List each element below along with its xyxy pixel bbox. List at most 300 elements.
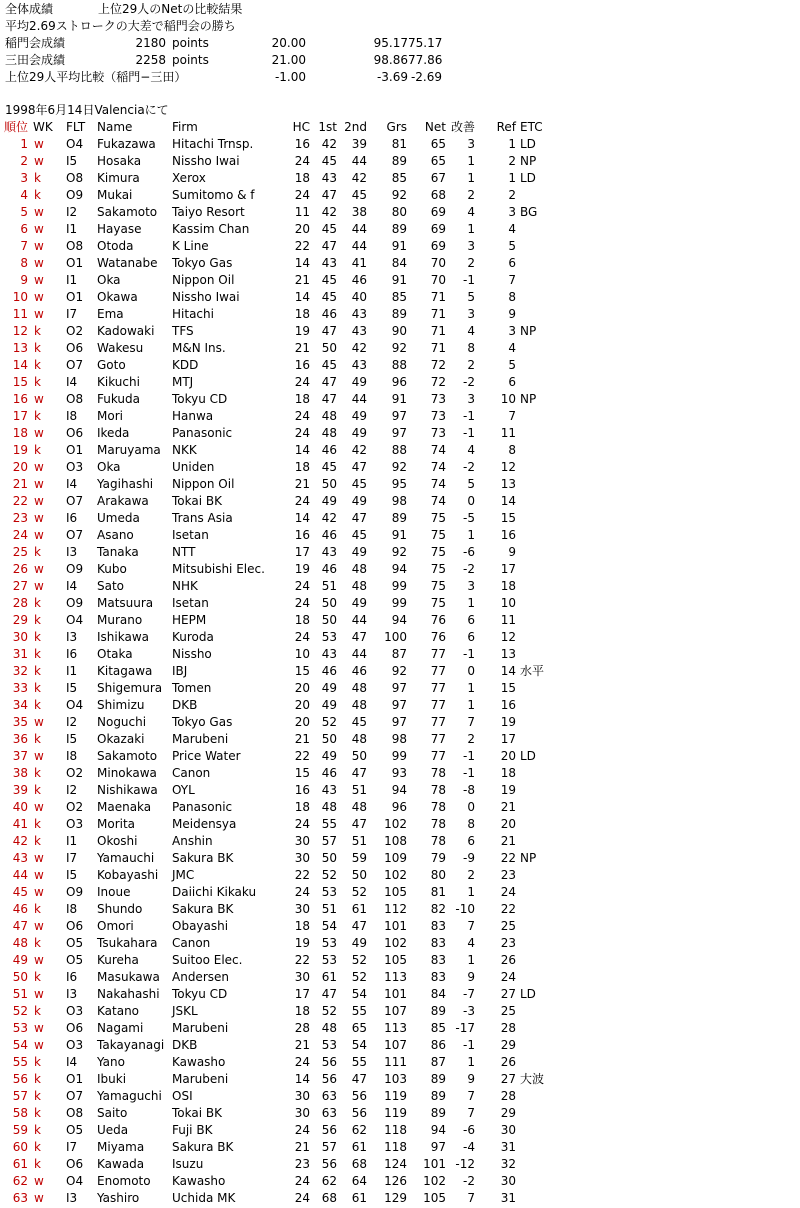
cell-rank: 13 — [12, 341, 28, 355]
cell-first: 48 — [321, 1021, 337, 1035]
cell-first: 63 — [321, 1089, 337, 1103]
cell-first: 50 — [321, 341, 337, 355]
table-row — [0, 323, 560, 340]
cell-kaizen: 3 — [467, 579, 475, 593]
cell-grs: 89 — [391, 154, 407, 168]
cell-flt: O8 — [66, 1106, 84, 1120]
cell-grs: 92 — [391, 188, 407, 202]
cell-kaizen: 1 — [467, 953, 475, 967]
cell-first: 50 — [321, 613, 337, 627]
cell-net: 102 — [423, 1174, 446, 1188]
cell-first: 63 — [321, 1106, 337, 1120]
cell-second: 54 — [351, 1038, 367, 1052]
cell-net: 73 — [430, 409, 446, 423]
cell-second: 47 — [351, 817, 367, 831]
cell-name: Arakawa — [97, 494, 149, 508]
cell-ref: 26 — [500, 1055, 516, 1069]
cell-wk: k — [34, 1140, 41, 1154]
table-row — [0, 833, 560, 850]
cell-hc: 14 — [294, 1072, 310, 1086]
cell-rank: 24 — [12, 528, 28, 542]
cell-grs: 91 — [391, 392, 407, 406]
cell-rank: 40 — [12, 800, 28, 814]
cell-grs: 89 — [391, 511, 407, 525]
cell-flt: O9 — [66, 596, 84, 610]
cell-kaizen: -6 — [463, 545, 475, 559]
table-row — [0, 289, 560, 306]
cell-first: 46 — [321, 664, 337, 678]
cell-kaizen: -10 — [455, 902, 475, 916]
cell-firm: NKK — [172, 443, 197, 457]
cell-hc: 30 — [294, 1106, 310, 1120]
table-row — [0, 1156, 560, 1173]
cell-firm: Anshin — [172, 834, 213, 848]
cell-rank: 50 — [12, 970, 28, 984]
cell-net: 75 — [430, 545, 446, 559]
cell-second: 44 — [351, 222, 367, 236]
cell-name: Kadowaki — [97, 324, 155, 338]
cell-name: Yano — [97, 1055, 125, 1069]
cell-net: 94 — [430, 1123, 446, 1137]
cell-kaizen: -4 — [463, 1140, 475, 1154]
table-row — [0, 646, 560, 663]
cell-first: 46 — [321, 528, 337, 542]
cell-flt: O9 — [66, 562, 84, 576]
table-row — [0, 595, 560, 612]
cell-rank: 14 — [12, 358, 28, 372]
cell-flt: O1 — [66, 256, 84, 270]
cell-second: 49 — [351, 375, 367, 389]
cell-second: 51 — [351, 834, 367, 848]
cell-rank: 54 — [12, 1038, 28, 1052]
cell-first: 56 — [321, 1157, 337, 1171]
cell-first: 55 — [321, 817, 337, 831]
cell-ref: 11 — [500, 426, 516, 440]
cell-grs: 98 — [391, 494, 407, 508]
cell-net: 97 — [430, 1140, 446, 1154]
cell-kaizen: 1 — [467, 698, 475, 712]
cell-first: 56 — [321, 1055, 337, 1069]
cell-first: 45 — [321, 222, 337, 236]
table-row — [0, 1088, 560, 1105]
cell-ref: 21 — [500, 800, 516, 814]
cell-flt: O1 — [66, 290, 84, 304]
header-kaizen: 改善 — [451, 120, 476, 134]
cell-name: Yashiro — [97, 1191, 140, 1205]
cell-etc: NP — [520, 392, 537, 406]
cell-first: 46 — [321, 562, 337, 576]
cell-net: 74 — [430, 460, 446, 474]
cell-net: 72 — [430, 375, 446, 389]
cell-net: 71 — [430, 290, 446, 304]
cell-firm: Nippon Oil — [172, 273, 235, 287]
cell-net: 78 — [430, 766, 446, 780]
cell-rank: 10 — [12, 290, 28, 304]
cell-first: 50 — [321, 851, 337, 865]
cell-ref: 12 — [500, 630, 516, 644]
cell-ref: 5 — [508, 358, 516, 372]
cell-name: Kobayashi — [97, 868, 159, 882]
cell-hc: 17 — [294, 545, 310, 559]
cell-ref: 31 — [500, 1140, 516, 1154]
cell-name: Murano — [97, 613, 143, 627]
cell-grs: 118 — [384, 1123, 407, 1137]
cell-wk: k — [34, 1089, 41, 1103]
cell-wk: k — [34, 1072, 41, 1086]
cell-hc: 16 — [294, 358, 310, 372]
cell-firm: Tokyo Gas — [172, 715, 233, 729]
cell-etc: NP — [520, 324, 537, 338]
cell-wk: w — [34, 205, 44, 219]
cell-second: 47 — [351, 630, 367, 644]
cell-rank: 53 — [12, 1021, 28, 1035]
cell-firm: Obayashi — [172, 919, 229, 933]
cell-rank: 43 — [12, 851, 28, 865]
cell-name: Shigemura — [97, 681, 163, 695]
cell-second: 46 — [351, 664, 367, 678]
table-row — [0, 1071, 560, 1088]
cell-grs: 84 — [391, 256, 407, 270]
cell-hc: 28 — [294, 1021, 310, 1035]
table-row — [0, 136, 560, 153]
cell-hc: 24 — [294, 596, 310, 610]
cell-second: 61 — [351, 902, 367, 916]
cell-hc: 11 — [294, 205, 310, 219]
cell-firm: Canon — [172, 936, 211, 950]
cell-second: 49 — [351, 545, 367, 559]
table-row — [0, 527, 560, 544]
cell-grs: 96 — [391, 375, 407, 389]
cell-grs: 109 — [384, 851, 407, 865]
cell-kaizen: 0 — [467, 800, 475, 814]
cell-ref: 23 — [500, 868, 516, 882]
cell-name: Ibuki — [97, 1072, 127, 1086]
cell-name: Hayase — [97, 222, 142, 236]
cell-grs: 91 — [391, 239, 407, 253]
cell-hc: 30 — [294, 851, 310, 865]
cell-hc: 20 — [294, 222, 310, 236]
cell-hc: 21 — [294, 732, 310, 746]
cell-first: 57 — [321, 834, 337, 848]
cell-flt: I1 — [66, 664, 78, 678]
cell-first: 48 — [321, 800, 337, 814]
cell-first: 43 — [321, 783, 337, 797]
cell-net: 78 — [430, 817, 446, 831]
cell-first: 49 — [321, 494, 337, 508]
table-row — [0, 1003, 560, 1020]
cell-second: 49 — [351, 494, 367, 508]
cell-wk: w — [34, 239, 44, 253]
cell-hc: 18 — [294, 171, 310, 185]
cell-hc: 19 — [294, 324, 310, 338]
cell-first: 62 — [321, 1174, 337, 1188]
table-row — [0, 238, 560, 255]
header-grs: Grs — [386, 120, 407, 134]
cell-flt: O2 — [66, 800, 84, 814]
cell-name: Umeda — [97, 511, 140, 525]
cell-ref: 24 — [500, 885, 516, 899]
cell-wk: k — [34, 188, 41, 202]
cell-rank: 44 — [12, 868, 28, 882]
event-line: 1998年6月14日Valenciaにて — [5, 103, 169, 117]
cell-wk: k — [34, 1157, 41, 1171]
cell-ref: 15 — [500, 681, 516, 695]
cell-kaizen: 7 — [467, 1089, 475, 1103]
cell-hc: 16 — [294, 528, 310, 542]
cell-firm: Isetan — [172, 528, 209, 542]
cell-net: 77 — [430, 681, 446, 695]
cell-wk: w — [34, 307, 44, 321]
cell-ref: 28 — [500, 1089, 516, 1103]
cell-kaizen: 2 — [467, 732, 475, 746]
cell-firm: Suitoo Elec. — [172, 953, 243, 967]
table-row — [0, 357, 560, 374]
cell-firm: Sakura BK — [172, 851, 234, 865]
cell-hc: 16 — [294, 137, 310, 151]
cell-grs: 97 — [391, 409, 407, 423]
cell-name: Oka — [97, 273, 121, 287]
cell-rank: 61 — [12, 1157, 28, 1171]
cell-ref: 22 — [500, 902, 516, 916]
cell-second: 52 — [351, 953, 367, 967]
cell-firm: Uniden — [172, 460, 215, 474]
cell-first: 46 — [321, 443, 337, 457]
cell-firm: Mitsubishi Elec. — [172, 562, 265, 576]
cell-name: Shimizu — [97, 698, 145, 712]
cell-wk: w — [34, 1174, 44, 1188]
cell-flt: O5 — [66, 936, 84, 950]
cell-first: 48 — [321, 426, 337, 440]
cell-grs: 96 — [391, 800, 407, 814]
cell-wk: w — [34, 256, 44, 270]
cell-rank: 42 — [12, 834, 28, 848]
cell-rank: 4 — [20, 188, 28, 202]
cell-name: Goto — [97, 358, 126, 372]
cell-kaizen: -12 — [455, 1157, 475, 1171]
cell-grs: 97 — [391, 426, 407, 440]
cell-grs: 101 — [384, 987, 407, 1001]
cell-name: Oka — [97, 460, 121, 474]
cell-second: 42 — [351, 443, 367, 457]
cell-name: Matsuura — [97, 596, 154, 610]
cell-etc: NP — [520, 851, 537, 865]
cell-net: 77 — [430, 749, 446, 763]
cell-grs: 100 — [384, 630, 407, 644]
cell-kaizen: -8 — [463, 783, 475, 797]
table-row — [0, 408, 560, 425]
cell-first: 51 — [321, 579, 337, 593]
cell-name: Sakamoto — [97, 749, 158, 763]
cell-flt: O3 — [66, 1004, 84, 1018]
cell-kaizen: 7 — [467, 919, 475, 933]
cell-ref: 8 — [508, 290, 516, 304]
cell-flt: I3 — [66, 987, 78, 1001]
cell-firm: NHK — [172, 579, 198, 593]
cell-hc: 24 — [294, 630, 310, 644]
cell-kaizen: 2 — [467, 188, 475, 202]
cell-flt: O5 — [66, 953, 84, 967]
cell-kaizen: 1 — [467, 171, 475, 185]
cell-net: 77 — [430, 715, 446, 729]
cell-kaizen: -1 — [463, 766, 475, 780]
cell-flt: I4 — [66, 477, 78, 491]
cell-second: 48 — [351, 732, 367, 746]
cell-grs: 119 — [384, 1106, 407, 1120]
cell-first: 47 — [321, 324, 337, 338]
table-row — [0, 799, 560, 816]
cell-grs: 105 — [384, 953, 407, 967]
table-row — [0, 1122, 560, 1139]
cell-second: 48 — [351, 579, 367, 593]
cell-firm: Meidensya — [172, 817, 237, 831]
cell-hc: 20 — [294, 698, 310, 712]
cell-grs: 99 — [391, 596, 407, 610]
cell-firm: Nissho — [172, 647, 212, 661]
cell-second: 64 — [351, 1174, 367, 1188]
cell-first: 48 — [321, 409, 337, 423]
cell-name: Kikuchi — [97, 375, 140, 389]
cell-wk: k — [34, 545, 41, 559]
cell-flt: I8 — [66, 749, 78, 763]
cell-wk: k — [34, 732, 41, 746]
cell-kaizen: 7 — [467, 1106, 475, 1120]
cell-grs: 107 — [384, 1004, 407, 1018]
cell-flt: O2 — [66, 766, 84, 780]
cell-second: 68 — [351, 1157, 367, 1171]
cell-firm: OYL — [172, 783, 195, 797]
cell-rank: 52 — [12, 1004, 28, 1018]
cell-ref: 14 — [500, 664, 516, 678]
table-row — [0, 748, 560, 765]
cell-flt: I5 — [66, 732, 78, 746]
cell-first: 57 — [321, 1140, 337, 1154]
cell-hc: 30 — [294, 902, 310, 916]
cell-wk: w — [34, 273, 44, 287]
cell-second: 47 — [351, 511, 367, 525]
cell-grs: 103 — [384, 1072, 407, 1086]
cell-first: 43 — [321, 256, 337, 270]
cell-net: 83 — [430, 970, 446, 984]
cell-wk: w — [34, 494, 44, 508]
table-row — [0, 765, 560, 782]
cell-kaizen: 3 — [467, 137, 475, 151]
cell-name: Otoda — [97, 239, 134, 253]
cell-net: 74 — [430, 494, 446, 508]
cell-firm: Marubeni — [172, 732, 229, 746]
cell-wk: w — [34, 987, 44, 1001]
cell-ref: 7 — [508, 273, 516, 287]
cell-flt: O1 — [66, 1072, 84, 1086]
cell-ref: 3 — [508, 324, 516, 338]
cell-ref: 11 — [500, 613, 516, 627]
cell-second: 52 — [351, 970, 367, 984]
cell-flt: I2 — [66, 783, 78, 797]
cell-hc: 16 — [294, 783, 310, 797]
table-row — [0, 867, 560, 884]
cell-flt: O8 — [66, 171, 84, 185]
cell-hc: 10 — [294, 647, 310, 661]
cell-firm: Kawasho — [172, 1174, 226, 1188]
cell-ref: 16 — [500, 698, 516, 712]
table-row — [0, 935, 560, 952]
cell-flt: I7 — [66, 1140, 78, 1154]
header-flt: FLT — [66, 120, 86, 134]
cell-flt: I8 — [66, 902, 78, 916]
cell-second: 62 — [351, 1123, 367, 1137]
team2-net: 77.86 — [408, 53, 443, 67]
cell-second: 45 — [351, 715, 367, 729]
cell-kaizen: 4 — [467, 936, 475, 950]
cell-ref: 1 — [508, 137, 516, 151]
cell-kaizen: 0 — [467, 494, 475, 508]
cell-ref: 10 — [500, 392, 516, 406]
cell-second: 42 — [351, 341, 367, 355]
cell-wk: k — [34, 1055, 41, 1069]
cell-wk: w — [34, 426, 44, 440]
cell-flt: I6 — [66, 511, 78, 525]
cell-flt: O9 — [66, 885, 84, 899]
cell-hc: 24 — [294, 426, 310, 440]
cell-flt: I3 — [66, 630, 78, 644]
cell-firm: NTT — [172, 545, 196, 559]
cell-first: 45 — [321, 290, 337, 304]
cell-name: Enomoto — [97, 1174, 151, 1188]
cell-hc: 18 — [294, 800, 310, 814]
cell-firm: Nissho Iwai — [172, 154, 240, 168]
cell-first: 61 — [321, 970, 337, 984]
cell-rank: 2 — [20, 154, 28, 168]
table-row — [0, 272, 560, 289]
cell-firm: Tokyu CD — [172, 987, 228, 1001]
cell-flt: O3 — [66, 460, 84, 474]
cell-net: 101 — [423, 1157, 446, 1171]
cell-name: Maruyama — [97, 443, 161, 457]
cell-hc: 18 — [294, 1004, 310, 1018]
cell-ref: 24 — [500, 970, 516, 984]
cell-second: 44 — [351, 239, 367, 253]
table-row — [0, 697, 560, 714]
cell-grs: 88 — [391, 358, 407, 372]
cell-hc: 24 — [294, 579, 310, 593]
cell-flt: I1 — [66, 222, 78, 236]
cell-ref: 25 — [500, 1004, 516, 1018]
header-etc: ETC — [520, 120, 543, 134]
cell-first: 52 — [321, 868, 337, 882]
cell-name: Maenaka — [97, 800, 152, 814]
cell-grs: 112 — [384, 902, 407, 916]
cell-flt: O9 — [66, 188, 84, 202]
cell-grs: 91 — [391, 273, 407, 287]
cell-firm: Tokyu CD — [172, 392, 228, 406]
cell-net: 75 — [430, 562, 446, 576]
cell-rank: 55 — [12, 1055, 28, 1069]
cell-firm: KDD — [172, 358, 199, 372]
team1-gross: 95.17 — [373, 36, 408, 50]
cell-name: Asano — [97, 528, 134, 542]
cell-hc: 14 — [294, 290, 310, 304]
cell-kaizen: -2 — [463, 562, 475, 576]
cell-rank: 3 — [20, 171, 28, 185]
cell-etc: LD — [520, 137, 536, 151]
cell-kaizen: -3 — [463, 1004, 475, 1018]
cell-name: Morita — [97, 817, 136, 831]
cell-ref: 14 — [500, 494, 516, 508]
cell-firm: Panasonic — [172, 800, 233, 814]
cell-etc: 大波 — [520, 1072, 545, 1086]
cell-rank: 17 — [12, 409, 28, 423]
cell-ref: 17 — [500, 732, 516, 746]
cell-second: 51 — [351, 783, 367, 797]
